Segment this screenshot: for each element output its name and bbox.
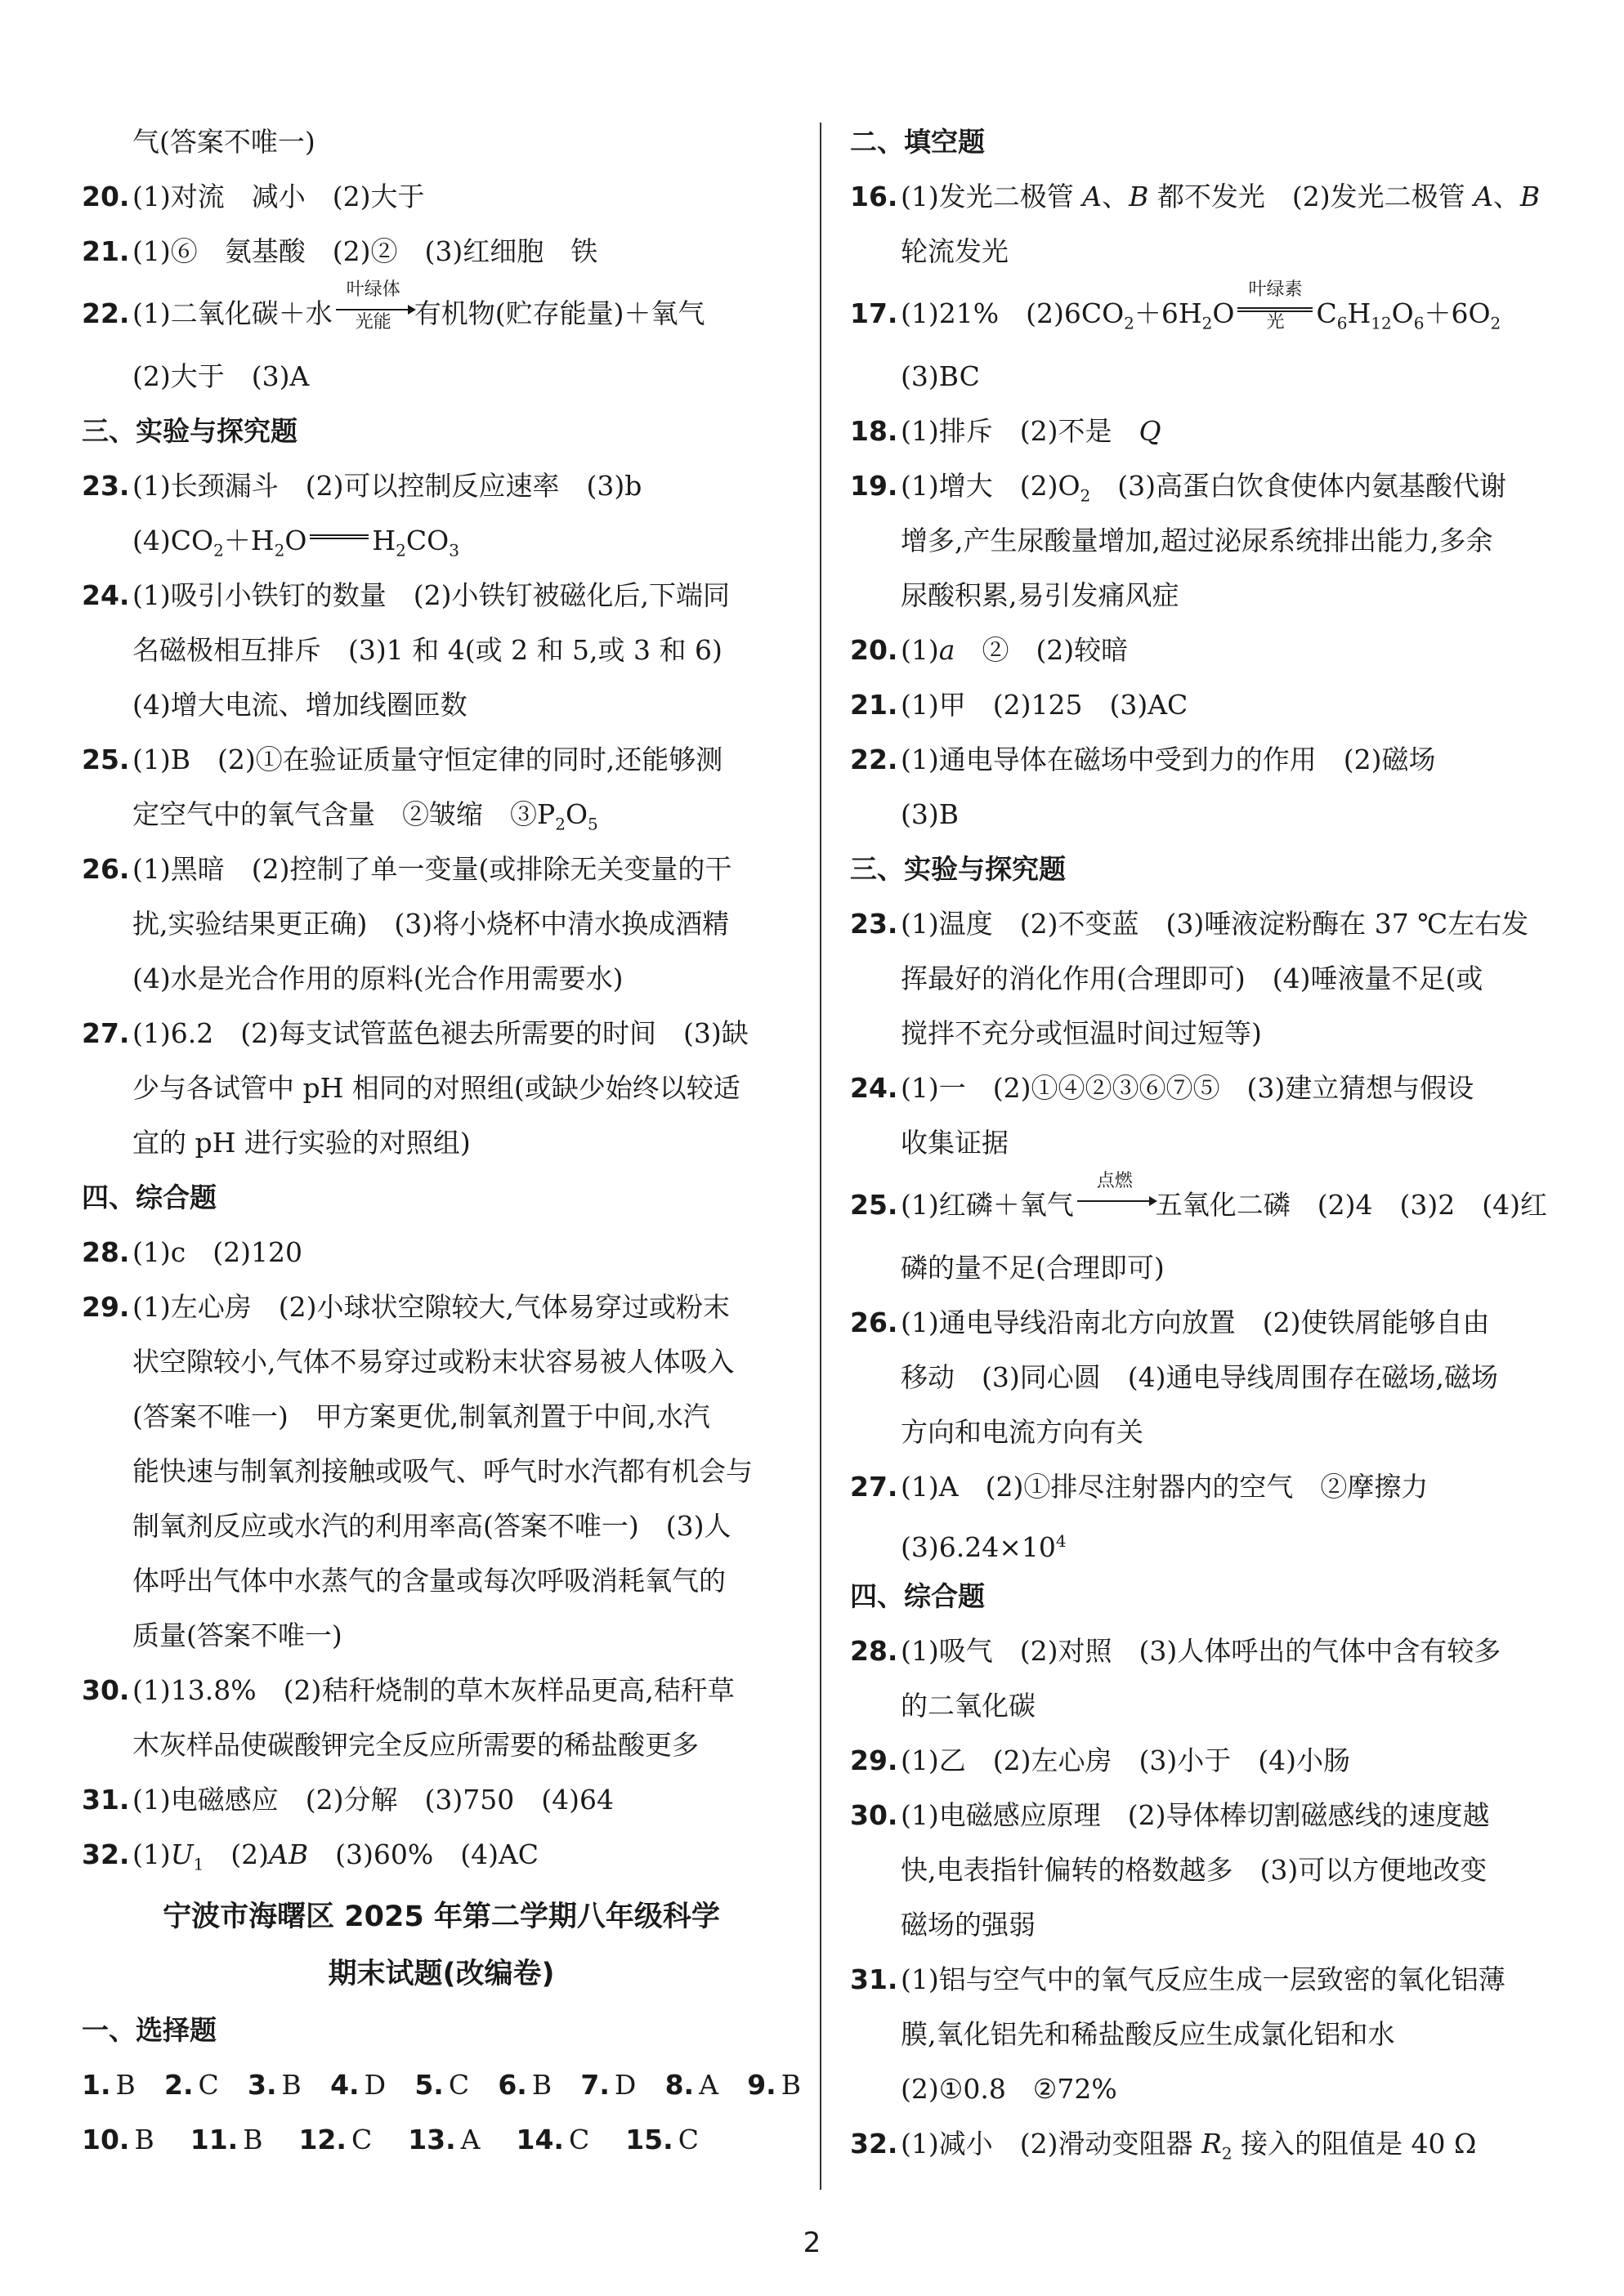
answer-31-cont: 膜,氧化铝先和稀盐酸反应生成氯化铝和水 [901, 2018, 1395, 2050]
answer-18: 18. (1)排斥 (2)不是 Q [850, 415, 1161, 447]
answer-29: 29. (1)乙 (2)左心房 (3)小于 (4)小肠 [850, 1744, 1350, 1776]
choice-number: 3. [248, 2069, 277, 2101]
answer-19: 19. (1)增大 $(2)O_2$ (3)高蛋白饮食使体内氨基酸代谢 [850, 470, 1507, 506]
choice-answer [164, 2057, 219, 2112]
answer-29-cont: 能快速与制氧剂接触或吸气、呼气时水汽都有机会与 [132, 1455, 753, 1487]
choice-number: 8. [664, 2069, 695, 2101]
reaction-arrow: 点燃 [1074, 1190, 1156, 1223]
answer-29-cont: 状空隙较小,气体不易穿过或粉末状容易被人体吸入 [132, 1346, 735, 1378]
section-heading-choice: 一、选择题 [82, 2014, 217, 2046]
answer-26: 26. (1)黑暗 (2)控制了单一变量(或排除无关变量的干 [82, 853, 732, 885]
answer-22-cont: (3)B [901, 798, 959, 830]
section-heading-fill: 二、填空题 [850, 126, 985, 158]
answer-29-cont: 制氧剂反应或水汽的利用率高(答案不唯一) (3)人 [132, 1510, 731, 1542]
choice-number: 12. [298, 2124, 347, 2155]
answer-24-cont: (4)增大电流、增加线圈匝数 [132, 689, 468, 721]
choice-answer [82, 2112, 154, 2167]
choice-answer [580, 2057, 636, 2112]
choice-answer [190, 2112, 263, 2167]
answer-27-cont: 宜的 pH 进行实验的对照组) [132, 1127, 471, 1159]
choice-number: 7. [580, 2069, 610, 2101]
answer-32: 32. $(1)U_1$ (2)AB (3)60% (4)AC [82, 1838, 539, 1874]
choice-letter: A [460, 2124, 481, 2155]
answer-24-cont: 收集证据 [901, 1127, 1009, 1159]
choice-letter: C [568, 2124, 590, 2155]
choice-number: 14. [516, 2124, 564, 2155]
answer-23-cont: 搅拌不充分或恒温时间过短等) [901, 1017, 1262, 1049]
answer-19-cont: 尿酸积累,易引发痛风症 [901, 579, 1179, 611]
answer-16-cont: 轮流发光 [901, 235, 1009, 267]
answer-30-cont: 木灰样品使碳酸钾完全反应所需要的稀盐酸更多 [132, 1729, 699, 1761]
answer-29: 29. (1)左心房 (2)小球状空隙较大,气体易穿过或粉末 [82, 1291, 730, 1323]
section-heading-comprehensive: 四、综合题 [850, 1580, 985, 1612]
answer-28: 28. (1)c (2)120 [82, 1236, 302, 1268]
answer-30-cont: 磁场的强弱 [901, 1909, 1036, 1941]
answer-29-cont: 体呼出气体中水蒸气的含量或每次呼吸消耗氧气的 [132, 1565, 726, 1597]
choice-number: 9. [747, 2069, 776, 2101]
answer-30: 30. (1)电磁感应原理 (2)导体棒切割磁感线的速度越 [850, 1799, 1490, 1831]
choice-letter: C [198, 2069, 219, 2101]
choice-answer [414, 2057, 469, 2112]
page-number: 2 [803, 2227, 821, 2259]
left-column [82, 114, 801, 2167]
choice-letter: B [531, 2069, 553, 2101]
choice-answer [330, 2057, 386, 2112]
right-column [850, 114, 1569, 2171]
choice-number: 1. [82, 2069, 111, 2101]
answer-31: 31. (1)电磁感应 (2)分解 (3)750 (4)64 [82, 1784, 614, 1816]
column-divider [820, 123, 821, 2190]
equals-sign [306, 526, 372, 559]
choice-answer [498, 2057, 552, 2112]
answer-25-cont: 磷的量不足(合理即可) [901, 1252, 1165, 1284]
exam-title: 宁波市海曙区 2025 年第二学期八年级科学 [163, 1901, 720, 1933]
choice-answers-row-2 [82, 2112, 801, 2167]
answer-27-cont: $(3)6.24\times 10^4$ [901, 1531, 1067, 1563]
choice-number: 6. [498, 2069, 527, 2101]
answer-23: 23. (1)长颈漏斗 (2)可以控制反应速率 (3)b [82, 470, 642, 502]
choice-number: 15. [625, 2124, 673, 2155]
choice-number: 4. [330, 2069, 360, 2101]
answer-26-cont: 移动 (3)同心圆 (4)通电导线周围存在磁场,磁场 [901, 1361, 1498, 1393]
answer-22-cont: (2)大于 (3)A [132, 360, 310, 392]
choice-letter: C [448, 2069, 470, 2101]
choice-letter: B [781, 2069, 801, 2101]
answer-24-cont: 名磁极相互排斥 (3)1 和 4(或 2 和 5,或 3 和 6) [132, 634, 723, 666]
answer-25: 25. (1)B (2)①在验证质量守恒定律的同时,还能够测 [82, 744, 723, 775]
exam-subtitle: 期末试题(改编卷) [328, 1958, 555, 1990]
answer-28: 28. (1)吸气 (2)对照 (3)人体呼出的气体中含有较多 [850, 1635, 1501, 1667]
answer-26-cont: (4)水是光合作用的原料(光合作用需要水) [132, 963, 624, 994]
answer-29-cont: (答案不唯一) 甲方案更优,制氧剂置于中间,水汽 [132, 1400, 710, 1432]
answer-17: 17. (1)21% $(2)6CO_2+6H_2O$ 叶绿素 光 $C_6H_{12}O_6+6O_2$ [850, 279, 1501, 333]
answer-27-cont: 少与各试管中 pH 相同的对照组(或缺少始终以较适 [132, 1072, 740, 1104]
answer-27: 27. (1)A (2)①排尽注射器内的空气 ②摩擦力 [850, 1471, 1429, 1503]
answer-29-cont: 质量(答案不唯一) [132, 1619, 342, 1651]
choice-answer [298, 2112, 372, 2167]
choice-letter: B [134, 2124, 154, 2155]
answer-23-equation: $(4)CO_2+H_2O$ $H_2CO_3$ [132, 525, 459, 561]
answer-24: 24. (1)吸引小铁钉的数量 (2)小铁钉被磁化后,下端同 [82, 579, 730, 611]
choice-answer [665, 2057, 718, 2112]
choice-number: 5. [414, 2069, 444, 2101]
choice-number: 10. [82, 2124, 130, 2155]
reaction-condition: 叶绿素 光 [1234, 299, 1316, 332]
answer-25-cont: 定空气中的氧气含量 ②皱缩 $③P_2O_5$ [132, 798, 598, 834]
choice-answer [408, 2112, 480, 2167]
answer-26: 26. (1)通电导线沿南北方向放置 (2)使铁屑能够自由 [850, 1307, 1490, 1338]
answer-23: 23. (1)温度 (2)不变蓝 (3)唾液淀粉酶在 37 ℃左右发 [850, 908, 1529, 940]
answer-16: 16. (1)发光二极管 A、B 都不发光 (2)发光二极管 A、B [850, 181, 1541, 212]
choice-number: 2. [164, 2069, 194, 2101]
choice-answer [747, 2057, 801, 2112]
answer-continuation: 气(答案不唯一) [132, 126, 315, 158]
answer-26-cont: 扰,实验结果更正确) (3)将小烧杯中清水换成酒精 [132, 908, 730, 940]
answer-23-cont: 挥最好的消化作用(合理即可) (4)唾液量不足(或 [901, 963, 1483, 994]
answer-28-cont: 的二氧化碳 [901, 1690, 1036, 1722]
answer-32: 32. (1)减小 (2)滑动变阻器 $R_2$ 接入的阻值是 40 Ω [850, 2128, 1477, 2164]
choice-letter: A [699, 2069, 718, 2101]
answer-30: 30. (1)13.8% (2)秸秆烧制的草木灰样品更高,秸秆草 [82, 1674, 735, 1706]
choice-letter: B [115, 2069, 136, 2101]
answer-26-cont: 方向和电流方向有关 [901, 1416, 1143, 1448]
answer-22: 22. (1)二氧化碳＋水 叶绿体 光能 有机物(贮存能量)＋氧气 [82, 279, 705, 333]
answer-22: 22. (1)通电导体在磁场中受到力的作用 (2)磁场 [850, 744, 1436, 775]
section-heading-experiment: 三、实验与探究题 [82, 415, 298, 447]
choice-answer [625, 2112, 699, 2167]
choice-number: 13. [408, 2124, 456, 2155]
answer-21: 21. (1)甲 (2)125 (3)AC [850, 689, 1188, 721]
section-heading-experiment: 三、实验与探究题 [850, 853, 1066, 885]
answer-17-cont: (3)BC [901, 360, 980, 392]
choice-letter: C [351, 2124, 373, 2155]
answer-31-cont: (2)①0.8 ②72% [901, 2073, 1117, 2105]
answer-25: 25. (1)红磷＋氧气 点燃 五氧化二磷 (2)4 (3)2 (4)红 [850, 1170, 1569, 1240]
choice-number: 11. [190, 2124, 239, 2155]
choice-answer [248, 2057, 302, 2112]
choice-letter: D [364, 2069, 387, 2101]
answer-24: 24. (1)一 (2)①④②③⑥⑦⑤ (3)建立猜想与假设 [850, 1072, 1474, 1104]
answer-20: 20. (1)对流 减小 (2)大于 [82, 181, 425, 212]
choice-letter: B [281, 2069, 302, 2101]
answer-21: 21. (1)⑥ 氨基酸 (2)② (3)红细胞 铁 [82, 235, 598, 267]
answer-30-cont: 快,电表指针偏转的格数越多 (3)可以方便地改变 [901, 1854, 1488, 1886]
choice-answer [517, 2112, 590, 2167]
answer-19-cont: 增多,产生尿酸量增加,超过泌尿系统排出能力,多余 [901, 525, 1493, 556]
section-heading-comprehensive: 四、综合题 [82, 1182, 217, 1213]
choice-letter: B [243, 2124, 263, 2155]
answer-31: 31. (1)铝与空气中的氧气反应生成一层致密的氧化铝薄 [850, 1963, 1505, 1995]
choice-letter: D [614, 2069, 637, 2101]
reaction-arrow: 叶绿体 光能 [333, 299, 414, 332]
choice-letter: C [678, 2124, 699, 2155]
answer-20: 20. (1)a ② (2)较暗 [850, 634, 1129, 666]
answer-27: 27. (1)6.2 (2)每支试管蓝色褪去所需要的时间 (3)缺 [82, 1017, 749, 1049]
choice-answer [82, 2057, 136, 2112]
choice-answers-row-1 [82, 2057, 801, 2112]
